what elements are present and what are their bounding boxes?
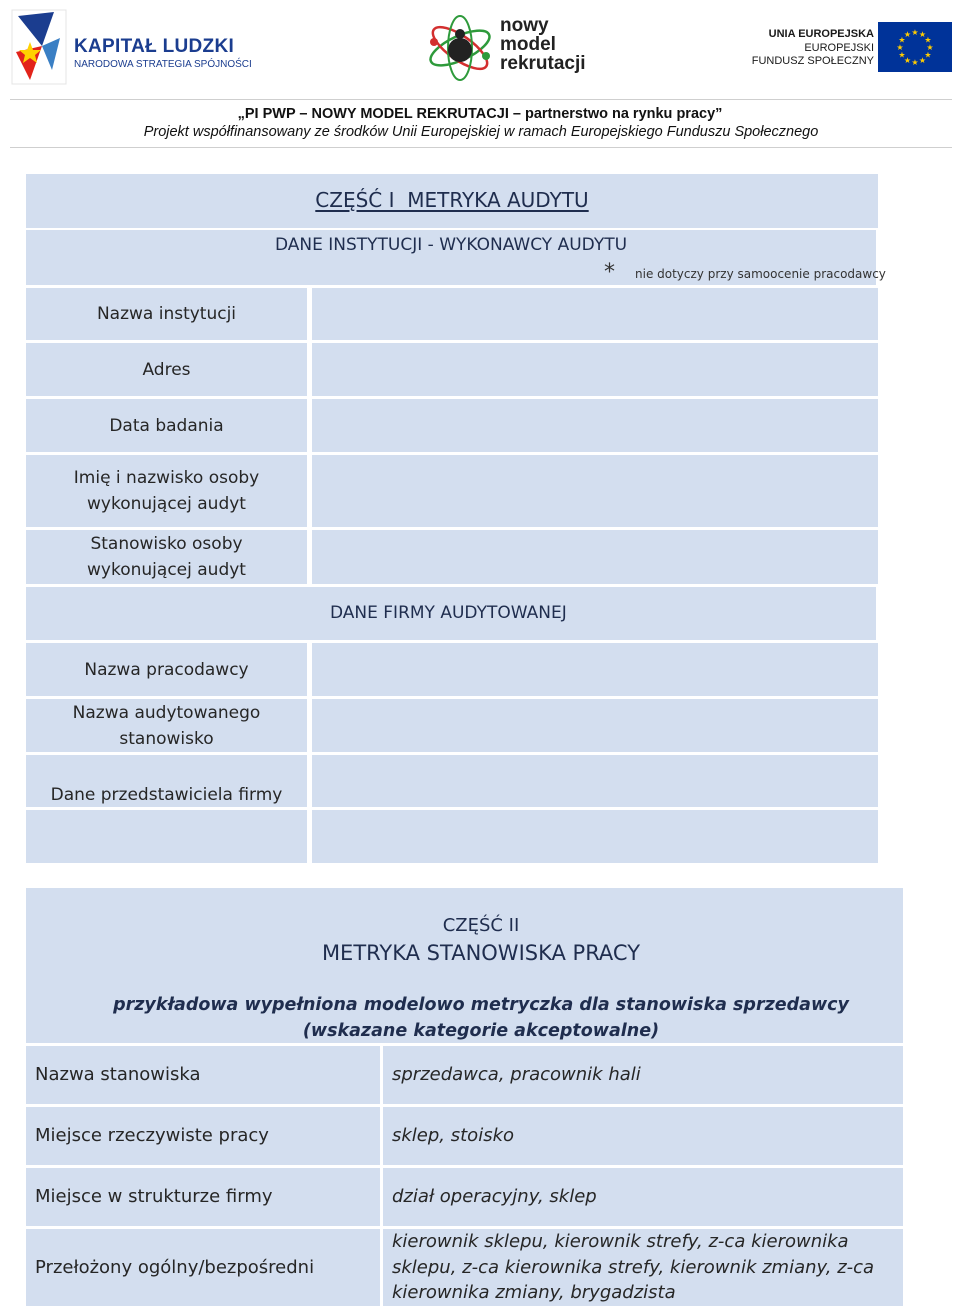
header	[0, 0, 960, 150]
label-cell	[26, 1107, 380, 1165]
note-star: *	[604, 260, 615, 285]
value-field[interactable]	[312, 810, 878, 863]
value-field[interactable]	[312, 530, 878, 584]
part2-header	[26, 888, 903, 1043]
label-cell	[26, 1229, 380, 1306]
nowy-model-rekrutacji-logo	[424, 10, 594, 82]
auditor-section-row	[26, 230, 886, 285]
eu-star-icon: ★	[918, 56, 927, 65]
logo-line-model: model	[500, 34, 556, 55]
value-field[interactable]	[312, 755, 878, 807]
row-label: Miejsce rzeczywiste pracy	[35, 1125, 269, 1146]
row-label: Stanowisko osoby wykonującej audyt	[87, 534, 246, 580]
logo-line-rekrutacji: rekrutacji	[500, 53, 586, 74]
eu-line1: UNIA EUROPEJSKA	[768, 28, 874, 40]
logo-line-nowy: nowy	[500, 15, 549, 36]
row-label: Data badania	[109, 415, 224, 436]
eu-star-icon: ★	[926, 43, 934, 52]
label-cell	[26, 1168, 380, 1226]
part2-subtitle-line1: przykładowa wypełniona modelowo metryczka dla stanowiska sprzedawcy	[113, 995, 849, 1015]
value-field[interactable]	[312, 643, 878, 696]
value-field[interactable]	[312, 288, 878, 340]
eu-star-icon: ★	[898, 50, 906, 60]
eu-star-icon: ★	[918, 30, 927, 39]
part2-title-line2: METRYKA STANOWISKA PRACY	[321, 941, 641, 965]
label-cell	[26, 643, 307, 696]
label-cell	[26, 699, 307, 752]
row-label: Nazwa stanowiska	[35, 1064, 201, 1085]
eu-star-icon: ★	[896, 43, 904, 52]
value-field[interactable]	[312, 343, 878, 396]
company-section-title: DANE FIRMY AUDYTOWANEJ	[330, 603, 567, 623]
row-value: sprzedawca, pracownik hali	[392, 1064, 641, 1085]
atom-icon	[424, 12, 496, 82]
project-title: „PI PWP – NOWY MODEL REKRUTACJI – partnerstwo na rynku pracy”	[237, 106, 723, 122]
label-cell	[26, 399, 307, 452]
part2-title-line1: CZĘŚĆ II	[442, 915, 520, 936]
part1-title: CZĘŚĆ I METRYKA AUDYTU	[315, 188, 589, 212]
header-divider-bottom	[10, 147, 952, 148]
label-cell	[26, 288, 307, 340]
kapital-ludzki-emblem-icon	[8, 8, 70, 86]
eu-star-icon: ★	[911, 28, 919, 37]
header-divider-top	[10, 99, 952, 100]
eu-star-icon: ★	[903, 30, 912, 39]
label-cell	[26, 1046, 380, 1104]
value-field[interactable]	[383, 1046, 903, 1104]
note-text: nie dotyczy przy samoocenie pracodawcy	[635, 267, 886, 281]
eu-star-icon: ★	[924, 35, 932, 45]
row-value: dział operacyjny, sklep	[392, 1186, 597, 1207]
auditor-section-title: DANE INSTYTUCJI - WYKONAWCY AUDYTU	[274, 235, 628, 255]
kapital-ludzki-subtitle: NARODOWA STRATEGIA SPÓJNOŚCI	[74, 59, 252, 70]
row-label: Dane przedstawiciela firmy	[50, 785, 283, 805]
value-field[interactable]	[312, 399, 878, 452]
row-label: Imię i nazwisko osoby wykonującej audyt	[73, 468, 260, 514]
eu-star-icon: ★	[924, 50, 932, 60]
value-field[interactable]	[383, 1168, 903, 1226]
eu-logo	[751, 18, 956, 78]
eu-star-icon: ★	[903, 56, 912, 65]
row-label: Przełożony ogólny/bezpośredni	[35, 1256, 315, 1278]
eu-star-icon: ★	[898, 35, 906, 45]
row-value: kierownik sklepu, kierownik strefy, z-ca kierownika sklepu, z-ca kierownika strefy, kierownik zmiany, z-ca kierownika zmiany, brygadzista	[392, 1231, 875, 1303]
value-field[interactable]	[383, 1107, 903, 1165]
label-cell	[26, 455, 307, 527]
eu-line2: EUROPEJSKI	[804, 42, 874, 54]
label-cell	[26, 530, 307, 584]
label-cell	[26, 755, 307, 863]
company-section-row	[26, 587, 876, 640]
row-label: Nazwa pracodawcy	[84, 659, 249, 680]
value-field[interactable]	[383, 1229, 903, 1306]
row-label: Nazwa instytucji	[96, 304, 237, 324]
value-field[interactable]	[312, 455, 878, 527]
eu-star-icon: ★	[911, 58, 919, 67]
row-label: Adres	[142, 359, 191, 380]
eu-flag-icon	[878, 22, 952, 72]
row-value: sklep, stoisko	[392, 1125, 515, 1146]
value-field[interactable]	[312, 699, 878, 752]
label-cell	[26, 343, 307, 396]
row-label: Miejsce w strukturze firmy	[35, 1186, 273, 1207]
kapital-ludzki-title: KAPITAŁ LUDZKI	[74, 36, 235, 57]
part1-title-row	[26, 174, 878, 228]
kapital-ludzki-logo	[8, 8, 252, 86]
project-subtitle: Projekt współfinansowany ze środków Unii Europejskiej w ramach Europejskiego Funduszu Społecznego	[143, 124, 819, 140]
row-label: Nazwa audytowanego stanowisko	[72, 702, 261, 749]
eu-line3: FUNDUSZ SPOŁECZNY	[751, 55, 874, 67]
part2-subtitle-line2: (wskazane kategorie akceptowalne)	[302, 1021, 660, 1041]
